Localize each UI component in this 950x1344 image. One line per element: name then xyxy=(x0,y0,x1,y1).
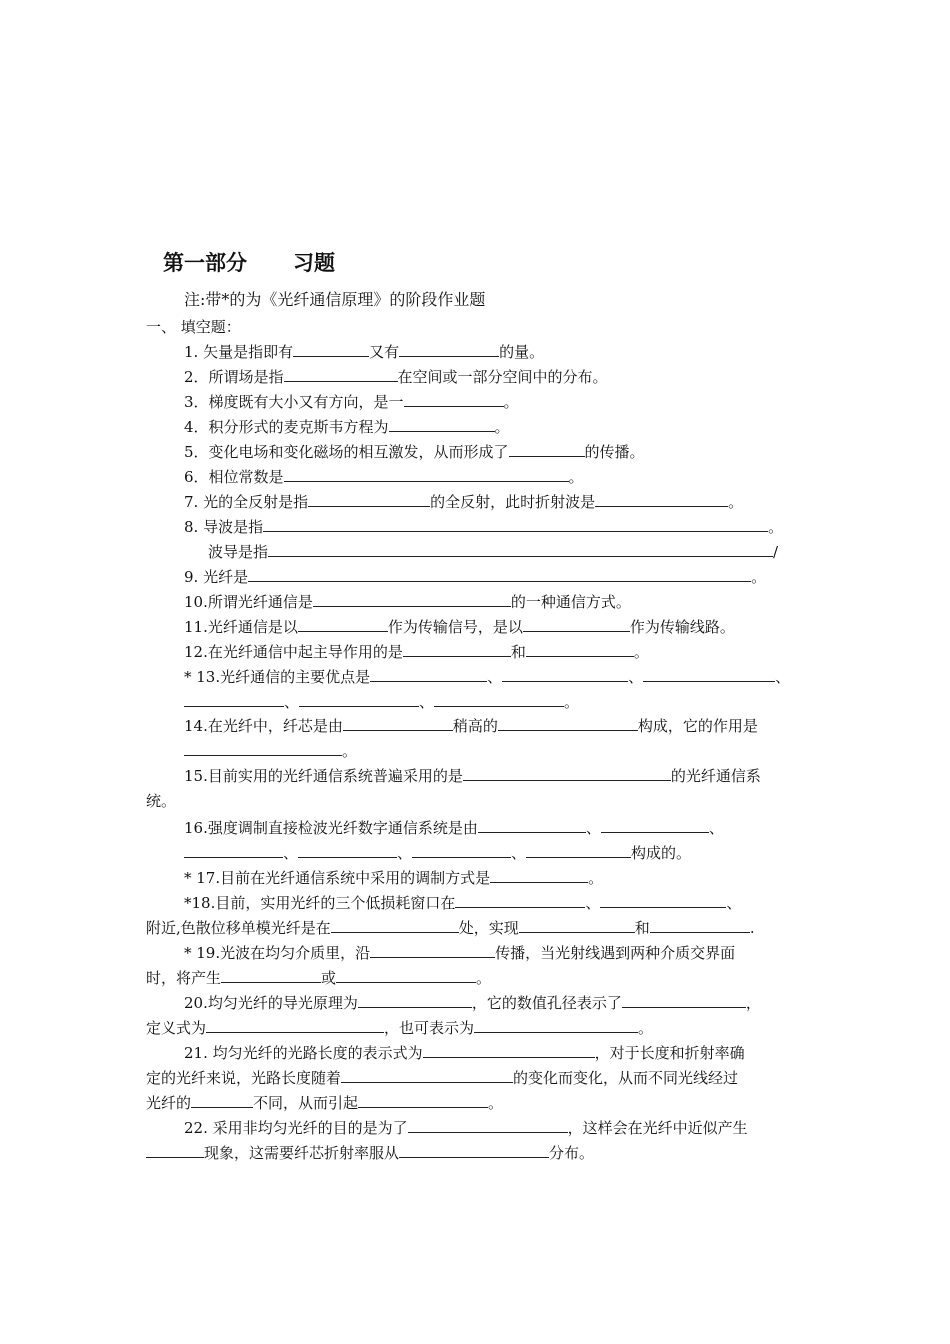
question-text: 。 xyxy=(638,1019,654,1037)
answer-blank[interactable] xyxy=(358,1093,488,1108)
question-text: 、 xyxy=(726,894,742,912)
answer-blank[interactable] xyxy=(146,1143,204,1158)
question-line xyxy=(184,442,645,462)
question-text: 20.均匀光纤的导光原理为 xyxy=(184,994,358,1012)
answer-blank[interactable] xyxy=(650,918,750,933)
question-text: 。 xyxy=(488,1094,504,1112)
answer-blank[interactable] xyxy=(519,918,635,933)
question-text: 的光纤通信系 xyxy=(670,767,761,785)
answer-blank[interactable] xyxy=(389,417,495,432)
question-text: 22. 采用非均匀光纤的目的是为了 xyxy=(184,1119,408,1137)
question-text: 又有 xyxy=(369,343,400,361)
answer-blank[interactable] xyxy=(474,1018,638,1033)
answer-blank[interactable] xyxy=(643,667,775,682)
question-text: 光纤的 xyxy=(146,1094,192,1112)
answer-blank[interactable] xyxy=(184,843,283,858)
question-line xyxy=(184,1118,748,1138)
answer-blank[interactable] xyxy=(191,1093,253,1108)
question-text: 、 xyxy=(284,693,300,711)
question-line xyxy=(184,642,649,662)
question-text: 定义式为 xyxy=(146,1019,207,1037)
answer-blank[interactable] xyxy=(313,592,511,607)
question-line xyxy=(184,692,579,712)
question-text: 作为传输线路。 xyxy=(629,618,735,636)
question-line xyxy=(184,766,761,786)
question-text: 、 xyxy=(585,894,601,912)
question-line xyxy=(184,843,691,863)
question-text: 12.在光纤通信中起主导作用的是 xyxy=(184,643,403,661)
question-line xyxy=(184,592,631,612)
question-text: 处，实现 xyxy=(458,919,519,937)
question-text: 。 xyxy=(588,869,604,887)
question-text: 。 xyxy=(568,468,584,486)
question-text: 。 xyxy=(728,493,744,511)
question-text: 3．梯度既有大小又有方向，是一 xyxy=(184,393,404,411)
question-text: / xyxy=(773,543,779,561)
question-text: 现象，这需要纤芯折射率服从 xyxy=(204,1144,400,1162)
answer-blank[interactable] xyxy=(403,642,511,657)
answer-blank[interactable] xyxy=(331,918,459,933)
question-text: ，这样会在光纤中近似产生 xyxy=(567,1119,748,1137)
question-text: 、 xyxy=(585,819,601,837)
answer-blank[interactable] xyxy=(595,492,728,507)
question-line xyxy=(184,567,766,587)
question-text: 的变化而变化，从而不同光线经过 xyxy=(513,1069,739,1087)
question-line xyxy=(208,542,778,562)
answer-blank[interactable] xyxy=(221,968,321,983)
question-text: 在空间或一部分空间中的分布。 xyxy=(397,368,608,386)
answer-blank[interactable] xyxy=(523,617,630,632)
question-text: 稍高的 xyxy=(452,717,498,735)
question-line xyxy=(184,517,783,537)
question-text: 作为传输信号，是以 xyxy=(387,618,523,636)
answer-blank[interactable] xyxy=(434,692,564,707)
question-text: *18.目前，实用光纤的三个低损耗窗口在 xyxy=(184,894,456,912)
question-text: ，它的数值孔径表示了 xyxy=(471,994,622,1012)
answer-blank[interactable] xyxy=(298,617,388,632)
question-line xyxy=(184,716,758,736)
question-text: 4．积分形式的麦克斯韦方程为 xyxy=(184,418,389,436)
question-text: 定的光纤来说，光路长度随着 xyxy=(146,1069,342,1087)
answer-blank[interactable] xyxy=(284,467,569,482)
question-text: . xyxy=(749,919,755,937)
question-text: 波导是指 xyxy=(208,543,269,561)
answer-blank[interactable] xyxy=(526,642,634,657)
question-text: 14.在光纤中，纤芯是由 xyxy=(184,717,343,735)
question-text: 或 xyxy=(321,969,337,987)
answer-blank[interactable] xyxy=(299,692,419,707)
answer-blank[interactable] xyxy=(184,692,284,707)
answer-blank[interactable] xyxy=(248,567,751,582)
question-line xyxy=(184,492,743,512)
answer-blank[interactable] xyxy=(478,818,586,833)
question-text: 、 xyxy=(708,819,724,837)
question-line xyxy=(184,1043,745,1063)
question-text: ，对于长度和折射率确 xyxy=(594,1044,745,1062)
answer-blank[interactable] xyxy=(343,716,453,731)
question-text: 、 xyxy=(511,844,527,862)
question-text: 。 xyxy=(476,969,492,987)
question-line xyxy=(184,417,510,437)
answer-blank[interactable] xyxy=(490,868,588,883)
answer-blank[interactable] xyxy=(206,1018,384,1033)
question-text: 传播，当光射线遇到两种介质交界面 xyxy=(495,944,736,962)
answer-blank[interactable] xyxy=(600,893,726,908)
answer-blank[interactable] xyxy=(601,818,709,833)
question-line xyxy=(184,893,741,913)
question-line xyxy=(146,791,176,811)
question-text: 的量。 xyxy=(499,343,545,361)
question-text: 。 xyxy=(768,518,784,536)
answer-blank[interactable] xyxy=(298,843,397,858)
question-line xyxy=(146,1093,503,1113)
answer-blank[interactable] xyxy=(358,993,472,1008)
question-line xyxy=(146,968,491,988)
question-text: 。 xyxy=(503,393,519,411)
question-text: 、 xyxy=(397,844,413,862)
question-text: 7. 光的全反射是指 xyxy=(184,493,309,511)
question-line xyxy=(184,818,724,838)
question-line xyxy=(184,741,357,761)
answer-blank[interactable] xyxy=(184,741,342,756)
question-line xyxy=(184,667,790,687)
question-text: 。 xyxy=(494,418,510,436)
question-text: 、 xyxy=(487,668,503,686)
answer-blank[interactable] xyxy=(408,1118,568,1133)
question-text: 、 xyxy=(419,693,435,711)
question-text: * 13.光纤通信的主要优点是 xyxy=(184,668,371,686)
question-line xyxy=(184,392,519,412)
question-text: 附近,色散位移单模光纤是在 xyxy=(146,919,331,937)
part-label: 第一部分 xyxy=(163,251,247,275)
answer-blank[interactable] xyxy=(412,843,511,858)
question-text: 1. 矢量是指即有 xyxy=(184,343,294,361)
answer-blank[interactable] xyxy=(423,1043,595,1058)
question-text: ，也可表示为 xyxy=(384,1019,475,1037)
question-text: 。 xyxy=(342,742,358,760)
question-text: 11.光纤通信是以 xyxy=(184,618,298,636)
answer-blank[interactable] xyxy=(463,766,671,781)
question-text: 、 xyxy=(775,668,791,686)
answer-blank[interactable] xyxy=(404,392,504,407)
answer-blank[interactable] xyxy=(370,943,495,958)
answer-blank[interactable] xyxy=(399,1143,549,1158)
question-line xyxy=(184,943,735,963)
question-text: 6．相位常数是 xyxy=(184,468,284,486)
answer-blank[interactable] xyxy=(498,716,638,731)
answer-blank[interactable] xyxy=(399,342,499,357)
question-text: 时，将产生 xyxy=(146,969,222,987)
question-text: 5．变化电场和变化磁场的相互激发，从而形成了 xyxy=(184,443,509,461)
question-text: ， xyxy=(745,994,761,1012)
question-line xyxy=(184,617,735,637)
part-title: 习题 xyxy=(293,251,335,275)
question-text: 分布。 xyxy=(549,1144,595,1162)
answer-blank[interactable] xyxy=(370,667,487,682)
answer-blank[interactable] xyxy=(455,893,585,908)
question-line xyxy=(184,993,761,1013)
page-title xyxy=(163,250,335,276)
question-text: 的全反射，此时折射波是 xyxy=(430,493,596,511)
answer-blank[interactable] xyxy=(263,517,768,532)
question-text: 、 xyxy=(628,668,644,686)
question-line xyxy=(146,1018,653,1038)
question-line xyxy=(184,367,608,387)
answer-blank[interactable] xyxy=(336,968,476,983)
question-text: 构成的。 xyxy=(631,844,692,862)
question-text: * 17.目前在光纤通信系统中采用的调制方式是 xyxy=(184,869,491,887)
question-text: 的传播。 xyxy=(584,443,645,461)
question-text: 16.强度调制直接检波光纤数字通信系统是由 xyxy=(184,819,478,837)
question-text: 21. 均匀光纤的光路长度的表示式为 xyxy=(184,1044,423,1062)
question-text: 和 xyxy=(510,643,526,661)
question-text: * 19.光波在均匀介质里，沿 xyxy=(184,944,371,962)
answer-blank[interactable] xyxy=(526,843,631,858)
note: 注:带*的为《光纤通信原理》的阶段作业题 xyxy=(184,290,486,309)
question-text: 9. 光纤是 xyxy=(184,568,249,586)
answer-blank[interactable] xyxy=(284,367,398,382)
question-text: 15.目前实用的光纤通信系统普遍采用的是 xyxy=(184,767,463,785)
answer-blank[interactable] xyxy=(268,542,773,557)
question-text: 和 xyxy=(634,919,650,937)
question-text: 统。 xyxy=(146,792,177,810)
question-line xyxy=(184,467,584,487)
question-line xyxy=(146,918,755,938)
question-line xyxy=(184,342,544,362)
question-text: 的一种通信方式。 xyxy=(510,593,631,611)
answer-blank[interactable] xyxy=(308,492,430,507)
question-text: 。 xyxy=(751,568,767,586)
question-text: 10.所谓光纤通信是 xyxy=(184,593,313,611)
answer-blank[interactable] xyxy=(502,667,628,682)
section-heading: 一、 填空题： xyxy=(146,318,241,336)
answer-blank[interactable] xyxy=(293,342,369,357)
question-text: 2．所谓场是指 xyxy=(184,368,284,386)
question-text: 。 xyxy=(633,643,649,661)
answer-blank[interactable] xyxy=(622,993,746,1008)
question-text: 8. 导波是指 xyxy=(184,518,264,536)
question-line xyxy=(184,868,603,888)
question-text: 不同，从而引起 xyxy=(253,1094,359,1112)
question-text: 。 xyxy=(564,693,580,711)
question-text: 、 xyxy=(283,844,299,862)
question-text: 构成，它的作用是 xyxy=(637,717,758,735)
answer-blank[interactable] xyxy=(509,442,585,457)
question-line xyxy=(146,1068,738,1088)
question-line xyxy=(146,1143,594,1163)
answer-blank[interactable] xyxy=(341,1068,513,1083)
